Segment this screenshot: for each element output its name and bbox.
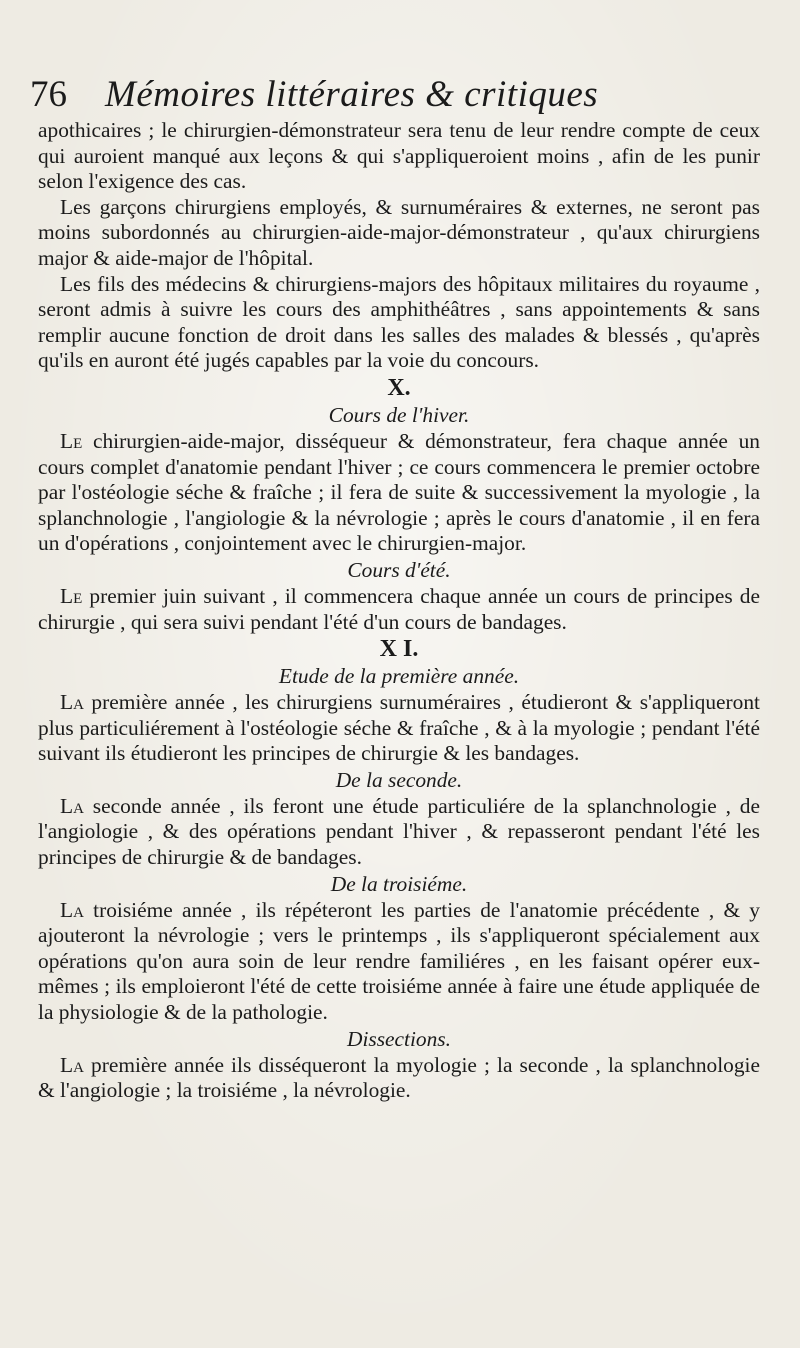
subheading-cours-hiver: Cours de l'hiver.: [328, 402, 470, 427]
subheading-seconde: De la seconde.: [335, 767, 463, 792]
lead-word: La: [60, 897, 84, 922]
paragraph-cours-ete: [38, 584, 760, 635]
paragraph-text: troisiéme année , ils répéteront les parties de l'anatomie précédente , & y ajouteront la névrologie ; vers le printemps , ils s'appliqueront spécialement aux opérations qu'on aura soin de leur rendre familiéres , en les faisant opérer eux-mêmes ; ils emploieront l'été de cette troisiéme année à faire une étude appliquée de la physiologie & de la pathologie.: [38, 897, 760, 1025]
paragraph-troisieme: [38, 898, 760, 1026]
paragraph-dissections: [38, 1053, 760, 1104]
lead-word: Le: [60, 583, 83, 608]
paragraph-text: première année ils disséqueront la myologie ; la seconde , la splanchnologie & l'angiologie ; la troisiéme , la névrologie.: [38, 1052, 760, 1103]
subheading-cours-ete: Cours d'été.: [347, 557, 451, 582]
paragraph-text: premier juin suivant , il commencera chaque année un cours de principes de chirurgie , qui sera suivi pendant l'été d'un cours de bandages.: [38, 583, 760, 634]
page-number: 76: [30, 74, 67, 115]
paragraph-premiere-annee: [38, 690, 760, 767]
running-title: Mémoires littéraires & critiques: [105, 74, 599, 115]
paragraph-text: seconde année , ils feront une étude particuliére de la splanchnologie , de l'angiologie , & des opérations pendant l'hiver , & repasseront pendant l'été les principes de chirurgie & de bandages.: [38, 793, 760, 870]
paragraph-garcons: Les garçons chirurgiens employés, & surnuméraires & externes, ne seront pas moins subordonnés au chirurgien-aide-major-démonstrateur , qu'aux chirurgiens major & aide-major de l'hôpital.: [38, 194, 760, 270]
body-text: [38, 118, 760, 1104]
paragraph-text: chirurgien-aide-major, disséqueur & démonstrateur, fera chaque année un cours complet d'anatomie pendant l'hiver ; ce cours commencera le premier octobre par l'ostéologie séche & fraîche ; il fera de suite & successivement la myologie , la splanchnologie , l'angiologie & la névrologie ; après le cours d'anatomie , il en fera un d'opérations , conjointement avec le chirurgien-major.: [38, 428, 760, 556]
subheading-troisieme: De la troisiéme.: [330, 871, 468, 896]
subheading-premiere-annee: Etude de la première année.: [278, 664, 520, 689]
subheading-dissections: Dissections.: [347, 1026, 451, 1051]
section-heading-x: X.: [387, 374, 411, 401]
paragraph-apothicaires: apothicaires ; le chirurgien-démonstrateur sera tenu de leur rendre compte de ceux qui auroient manqué aux leçons & qui s'appliqueroient moins , afin de les punir selon l'exigence des cas.: [38, 118, 760, 194]
paragraph-fils-medecins: Les fils des médecins & chirurgiens-majors des hôpitaux militaires du royaume , seront admis à suivre les cours des amphithéâtres , sans appointements & sans remplir aucune fonction de droit dans les salles des malades & blessés , qu'après qu'ils en auront été jugés capables par la voie du concours.: [38, 271, 760, 373]
lead-word: La: [60, 690, 84, 715]
paragraph-seconde: [38, 794, 760, 871]
lead-word: La: [60, 1052, 84, 1077]
paragraph-cours-hiver: [38, 429, 760, 557]
lead-word: Le: [60, 428, 83, 453]
running-head: [30, 72, 770, 118]
paragraph-text: première année , les chirurgiens surnuméraires , étudieront & s'appliqueront plus particuliérement à l'ostéologie séche & fraîche , & à la myologie ; pendant l'été suivant ils étudieront les principes de chirurgie & les bandages.: [38, 690, 760, 766]
lead-word: La: [60, 793, 84, 818]
section-heading-xi: X I.: [379, 636, 419, 663]
